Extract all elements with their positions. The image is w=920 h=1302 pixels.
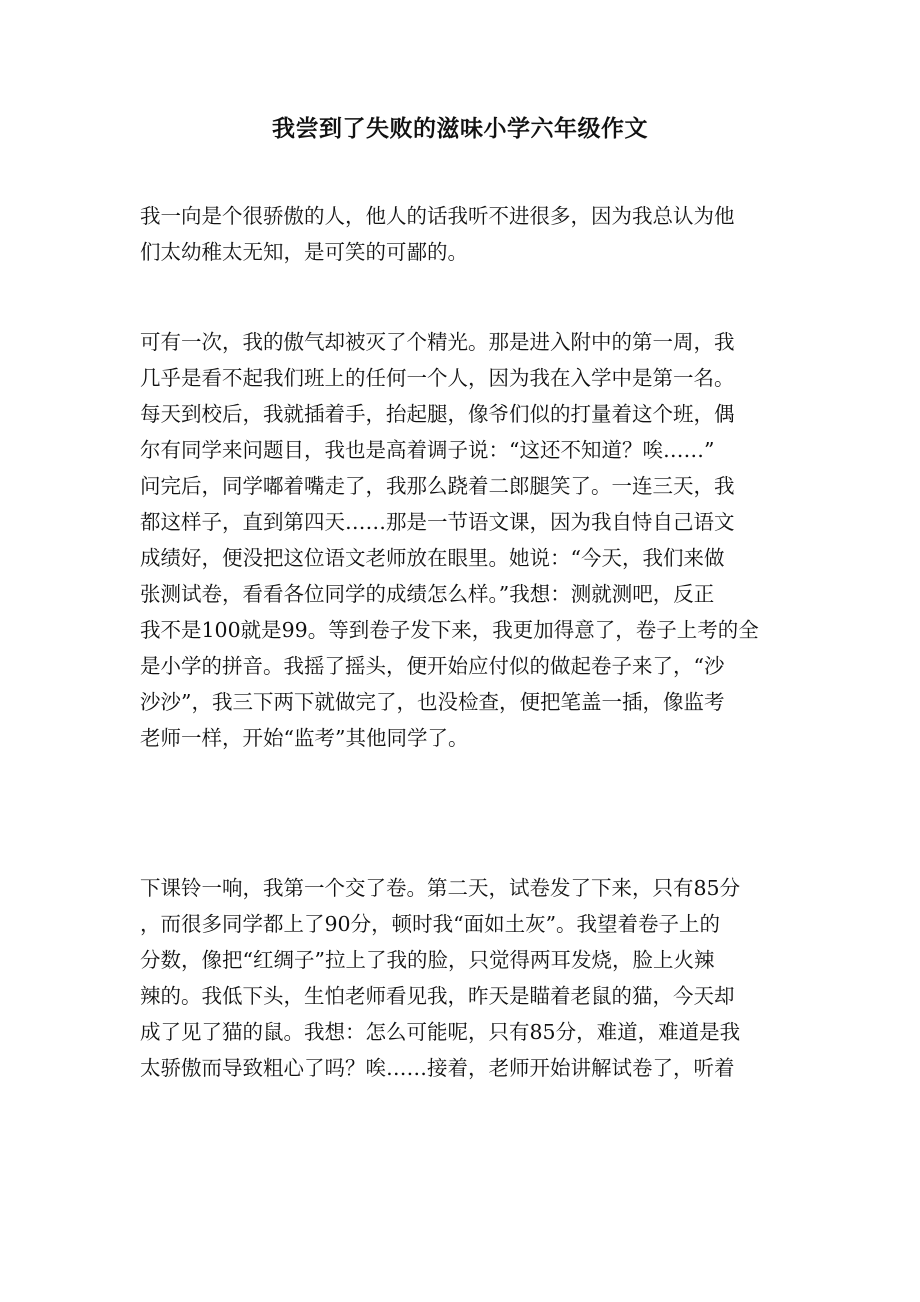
paragraph-line: 都这样子，直到第四天……那是一节语文课，因为我自恃自己语文 [140, 510, 735, 534]
paragraph-line: 可有一次，我的傲气却被灭了个精光。那是进入附中的第一周，我 [140, 330, 735, 354]
paragraph-line: 张测试卷，看看各位同学的成绩怎么样。”我想：测就测吧，反正 [140, 582, 715, 606]
document-title: 我尝到了失败的滋味小学六年级作文 [272, 115, 648, 142]
paragraph-line: 我不是100就是99。等到卷子发下来，我更加得意了，卷子上考的全 [140, 618, 759, 642]
paragraph-line: 老师一样，开始“监考”其他同学了。 [140, 726, 469, 750]
paragraph-line: 们太幼稚太无知，是可笑的可鄙的。 [140, 240, 468, 264]
paragraph-line: 成绩好，便没把这位语文老师放在眼里。她说：“今天，我们来做 [140, 546, 725, 570]
paragraph-line: 几乎是看不起我们班上的任何一个人，因为我在入学中是第一名。 [140, 366, 735, 390]
paragraph-line: 尔有同学来问题目，我也是高着调子说：“这还不知道？唉……” [140, 438, 715, 462]
paragraph-line: 是小学的拼音。我摇了摇头，便开始应付似的做起卷子来了，“沙 [140, 654, 725, 678]
paragraph-line: 成了见了猫的鼠。我想：怎么可能呢，只有85分，难道，难道是我 [140, 1020, 741, 1044]
paragraph-line: 每天到校后，我就插着手，抬起腿，像爷们似的打量着这个班，偶 [140, 402, 735, 426]
paragraph-line: 我一向是个很骄傲的人，他人的话我听不进很多，因为我总认为他 [140, 204, 735, 228]
paragraph-3 [140, 870, 785, 1086]
paragraph-2 [140, 324, 785, 756]
paragraph-line: 沙沙”，我三下两下就做完了，也没检查，便把笔盖一插，像监考 [140, 690, 725, 714]
paragraph-1 [140, 198, 785, 270]
paragraph-line: 辣的。我低下头，生怕老师看见我，昨天是瞄着老鼠的猫，今天却 [140, 984, 735, 1008]
paragraph-line: 下课铃一响，我第一个交了卷。第二天，试卷发了下来，只有85分 [140, 876, 741, 900]
paragraph-line: 分数，像把“红绸子”拉上了我的脸，只觉得两耳发烧，脸上火辣 [140, 948, 715, 972]
paragraph-line: ，而很多同学都上了90分，顿时我“面如土灰”。我望着卷子上的 [140, 912, 721, 936]
paragraph-line: 问完后，同学嘟着嘴走了，我那么跷着二郎腿笑了。一连三天，我 [140, 474, 735, 498]
paragraph-line: 太骄傲而导致粗心了吗？唉……接着，老师开始讲解试卷了，听着 [140, 1056, 735, 1080]
